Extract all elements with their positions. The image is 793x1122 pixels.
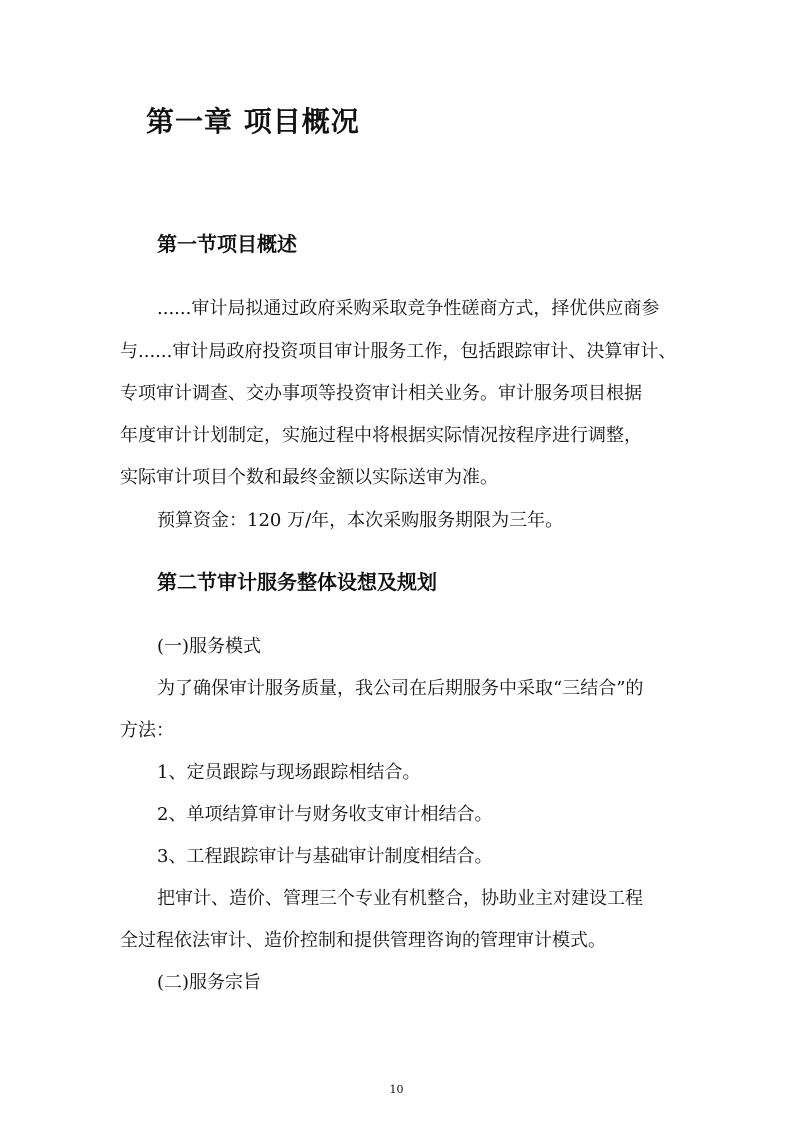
subheading-service-purpose: (二)服务宗旨 <box>157 972 262 993</box>
paragraph-line: 实际审计项目个数和最终金额以实际送审为准。 <box>120 467 498 488</box>
paragraph-line: 年度审计计划制定，实施过程中将根据实际情况按程序进行调整， <box>120 425 642 446</box>
section-1-title: 第一节项目概述 <box>157 232 297 256</box>
subheading-service-mode: (一)服务模式 <box>157 636 262 657</box>
paragraph-line: 方法： <box>120 720 174 741</box>
paragraph-line: ......审计局拟通过政府采购采取竞争性磋商方式，择优供应商参 <box>157 298 660 319</box>
chapter-title: 第一章 项目概况 <box>146 105 360 138</box>
paragraph-line: 专项审计调查、交办事项等投资审计相关业务。审计服务项目根据 <box>120 383 642 404</box>
page-number: 10 <box>389 1083 404 1096</box>
list-item: 1、定员跟踪与现场跟踪相结合。 <box>157 762 421 783</box>
section-2-title: 第二节审计服务整体设想及规划 <box>157 570 437 594</box>
list-item: 2、单项结算审计与财务收支审计相结合。 <box>157 804 493 825</box>
list-item: 3、工程跟踪审计与基础审计制度相结合。 <box>157 846 493 867</box>
budget-line: 预算资金：120 万/年，本次采购服务期限为三年。 <box>157 510 564 531</box>
paragraph-line: 为了确保审计服务质量，我公司在后期服务中采取“三结合”的 <box>157 678 644 699</box>
paragraph-line: 把审计、造价、管理三个专业有机整合，协助业主对建设工程 <box>157 888 643 909</box>
paragraph-line: 与......审计局政府投资项目审计服务工作，包括跟踪审计、决算审计、 <box>120 341 677 362</box>
paragraph-line: 全过程依法审计、造价控制和提供管理咨询的管理审计模式。 <box>120 930 606 951</box>
